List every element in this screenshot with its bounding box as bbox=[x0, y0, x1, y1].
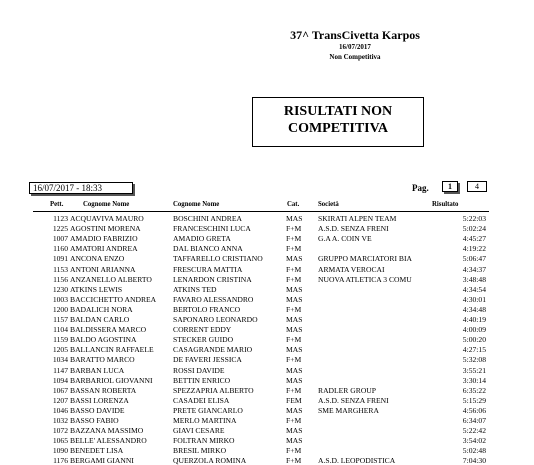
bib-number: 1032 bbox=[52, 416, 68, 425]
bib-number: 1225 bbox=[52, 224, 68, 234]
partner-name: BETTIN ENRICO bbox=[173, 375, 231, 385]
table-row bbox=[0, 295, 534, 304]
table-row bbox=[0, 335, 534, 344]
category: MAS bbox=[286, 375, 303, 385]
club: SME MARGHERA bbox=[318, 405, 379, 415]
partner-name: CASADEI ELISA bbox=[173, 395, 230, 405]
event-date: 16/07/2017 bbox=[339, 43, 371, 51]
category: MAS bbox=[286, 365, 303, 375]
bib-number: 1046 bbox=[52, 405, 68, 415]
table-row bbox=[0, 376, 534, 385]
table-row bbox=[0, 355, 534, 364]
bib-number: 1091 bbox=[52, 254, 68, 264]
result-time: 5:15:29 bbox=[462, 395, 486, 405]
partner-name: SAPONARO LEONARDO bbox=[173, 315, 258, 324]
athlete-name: ANTONI ARIANNA bbox=[70, 264, 136, 274]
current-page: 1 bbox=[442, 181, 458, 192]
table-row bbox=[0, 436, 534, 445]
athlete-name: BASSI LORENZA bbox=[70, 395, 129, 405]
partner-name: ROSSI DAVIDE bbox=[173, 365, 225, 375]
table-row bbox=[0, 456, 534, 465]
athlete-name: BACCICHETTO ANDREA bbox=[70, 294, 157, 304]
athlete-name: BALDAN CARLO bbox=[70, 315, 130, 324]
athlete-name: BALLANCIN RAFFAELE bbox=[70, 345, 154, 355]
result-time: 3:48:48 bbox=[462, 274, 486, 284]
athlete-name: BARBAN LUCA bbox=[70, 365, 125, 375]
category: F+M bbox=[286, 335, 302, 345]
result-time: 5:22:03 bbox=[462, 214, 486, 223]
results-title-line1: RISULTATI NON bbox=[283, 104, 393, 119]
bib-number: 1147 bbox=[53, 365, 68, 375]
event-title: 37^ TransCivetta Karpos bbox=[290, 28, 420, 42]
header-divider bbox=[33, 211, 489, 212]
athlete-name: ANZANELLO ALBERTO bbox=[70, 274, 152, 284]
category: F+M bbox=[286, 224, 302, 234]
bib-number: 1065 bbox=[52, 436, 68, 446]
athlete-name: BELLE' ALESSANDRO bbox=[70, 436, 147, 446]
category: F+M bbox=[286, 244, 302, 254]
athlete-name: ACQUAVIVA MAURO bbox=[70, 214, 144, 223]
club: SKIRATI ALPEN TEAM bbox=[318, 214, 397, 223]
table-row bbox=[0, 416, 534, 425]
result-time: 4:30:01 bbox=[462, 294, 486, 304]
club: ARMATA VEROCAI bbox=[318, 264, 385, 274]
result-time: 4:40:19 bbox=[462, 315, 486, 324]
table-row bbox=[0, 224, 534, 233]
result-time: 4:34:37 bbox=[462, 264, 486, 274]
club: A.S.D. SENZA FRENI bbox=[318, 224, 389, 234]
partner-name: CASAGRANDE MARIO bbox=[173, 345, 253, 355]
page-label: Pag. bbox=[412, 183, 429, 193]
athlete-name: ANCONA ENZO bbox=[70, 254, 125, 264]
category: MAS bbox=[286, 325, 303, 335]
table-row bbox=[0, 214, 534, 223]
bib-number: 1176 bbox=[53, 456, 68, 465]
category: MAS bbox=[286, 405, 303, 415]
category: MAS bbox=[286, 315, 303, 324]
header-cat: Cat. bbox=[287, 201, 300, 208]
partner-name: QUERZOLA ROMINA bbox=[173, 456, 247, 465]
club: RADLER GROUP bbox=[318, 385, 377, 395]
header-pett: Pett. bbox=[50, 201, 64, 208]
athlete-name: BARATTO MARCO bbox=[70, 355, 135, 365]
header-societa: Società bbox=[318, 201, 339, 208]
total-pages: 4 bbox=[467, 181, 487, 192]
result-time: 5:32:08 bbox=[462, 355, 486, 365]
partner-name: BOSCHINI ANDREA bbox=[173, 214, 242, 223]
athlete-name: BALDISSERA MARCO bbox=[70, 325, 147, 335]
category: F+M bbox=[286, 264, 302, 274]
bib-number: 1157 bbox=[53, 315, 68, 324]
category: MAS bbox=[286, 214, 303, 223]
category: F+M bbox=[286, 385, 302, 395]
result-time: 4:27:15 bbox=[462, 345, 486, 355]
table-row bbox=[0, 426, 534, 435]
athlete-name: AGOSTINI MORENA bbox=[70, 224, 141, 234]
event-subtitle: Non Competitiva bbox=[329, 53, 381, 61]
partner-name: PRETE GIANCARLO bbox=[173, 405, 243, 415]
table-row bbox=[0, 366, 534, 375]
partner-name: FAVARO ALESSANDRO bbox=[173, 294, 254, 304]
result-time: 5:06:47 bbox=[462, 254, 486, 264]
club: GRUPPO MARCIATORI BIA bbox=[318, 254, 412, 264]
bib-number: 1090 bbox=[52, 446, 68, 456]
category: F+M bbox=[286, 274, 302, 284]
bib-number: 1034 bbox=[52, 355, 68, 365]
club: A.S.D. LEOPODISTICA bbox=[318, 456, 396, 465]
partner-name: GIAVI CESARE bbox=[173, 426, 225, 436]
result-time: 4:00:09 bbox=[462, 325, 486, 335]
athlete-name: BERGAMI GIANNI bbox=[70, 456, 134, 465]
table-row bbox=[0, 396, 534, 405]
result-time: 4:34:54 bbox=[462, 284, 486, 294]
category: F+M bbox=[286, 446, 302, 456]
athlete-name: BADALICH NORA bbox=[70, 304, 133, 314]
result-time: 5:00:20 bbox=[462, 335, 486, 345]
partner-name: STECKER GUIDO bbox=[173, 335, 234, 345]
results-title-box bbox=[252, 97, 424, 147]
partner-name: DAL BIANCO ANNA bbox=[173, 244, 243, 254]
partner-name: AMADIO GRETA bbox=[173, 234, 231, 244]
result-time: 5:22:42 bbox=[462, 426, 486, 436]
partner-name: BERTOLO FRANCO bbox=[173, 304, 241, 314]
category: MAS bbox=[286, 284, 303, 294]
result-time: 4:19:22 bbox=[462, 244, 486, 254]
header-team-name: Cognome Nome bbox=[173, 201, 220, 208]
result-time: 4:45:27 bbox=[462, 234, 486, 244]
result-time: 6:35:22 bbox=[462, 385, 486, 395]
bib-number: 1003 bbox=[52, 294, 68, 304]
header-risultato: Risultato bbox=[432, 201, 459, 208]
category: F+M bbox=[286, 355, 302, 365]
result-time: 3:54:02 bbox=[462, 436, 486, 446]
athlete-name: BARBARIOL GIOVANNI bbox=[70, 375, 153, 385]
result-time: 4:34:48 bbox=[462, 304, 486, 314]
result-time: 3:30:14 bbox=[462, 375, 486, 385]
partner-name: ATKINS TED bbox=[173, 284, 217, 294]
club: NUOVA ATLETICA 3 COMU bbox=[318, 274, 412, 284]
table-row bbox=[0, 386, 534, 395]
athlete-name: AMADIO FABRIZIO bbox=[70, 234, 138, 244]
partner-name: SPEZZAPRIA ALBERTO bbox=[173, 385, 254, 395]
partner-name: DE FAVERI JESSICA bbox=[173, 355, 242, 365]
result-time: 3:55:21 bbox=[462, 365, 486, 375]
athlete-name: BASSO DAVIDE bbox=[70, 405, 125, 415]
bib-number: 1104 bbox=[53, 325, 68, 335]
category: F+M bbox=[286, 416, 302, 425]
table-row bbox=[0, 265, 534, 274]
category: MAS bbox=[286, 254, 303, 264]
table-row bbox=[0, 285, 534, 294]
partner-name: BRESIL MIRKO bbox=[173, 446, 227, 456]
athlete-name: BAZZANA MASSIMO bbox=[70, 426, 144, 436]
header-name: Cognome Nome bbox=[83, 201, 130, 208]
table-row bbox=[0, 446, 534, 455]
bib-number: 1007 bbox=[52, 234, 68, 244]
partner-name: FRESCURA MATTIA bbox=[173, 264, 243, 274]
category: F+M bbox=[286, 456, 302, 465]
club: A.S.D. SENZA FRENI bbox=[318, 395, 389, 405]
athlete-name: ATKINS LEWIS bbox=[70, 284, 123, 294]
table-row bbox=[0, 254, 534, 263]
partner-name: LENARDON CRISTINA bbox=[173, 274, 252, 284]
category: MAS bbox=[286, 436, 303, 446]
table-row bbox=[0, 315, 534, 324]
result-time: 5:02:48 bbox=[462, 446, 486, 456]
results-title-line2: COMPETITIVA bbox=[287, 121, 389, 136]
category: MAS bbox=[286, 345, 303, 355]
partner-name: TAFFARELLO CRISTIANO bbox=[173, 254, 263, 264]
table-row bbox=[0, 406, 534, 415]
athlete-name: BENEDET LISA bbox=[70, 446, 124, 456]
bib-number: 1153 bbox=[53, 264, 68, 274]
category: F+M bbox=[286, 234, 302, 244]
table-row bbox=[0, 325, 534, 334]
bib-number: 1156 bbox=[53, 274, 68, 284]
athlete-name: BALDO AGOSTINA bbox=[70, 335, 137, 345]
club: G.A A. COIN VE bbox=[318, 234, 372, 244]
print-datetime: 16/07/2017 - 18:33 bbox=[29, 182, 133, 194]
table-row bbox=[0, 275, 534, 284]
category: MAS bbox=[286, 294, 303, 304]
result-time: 5:02:24 bbox=[462, 224, 486, 234]
athlete-name: AMATORI ANDREA bbox=[70, 244, 138, 254]
table-row bbox=[0, 345, 534, 354]
table-row bbox=[0, 305, 534, 314]
bib-number: 1067 bbox=[52, 385, 68, 395]
partner-name: MERLO MARTINA bbox=[173, 416, 237, 425]
bib-number: 1159 bbox=[53, 335, 68, 345]
bib-number: 1123 bbox=[53, 214, 68, 223]
bib-number: 1200 bbox=[52, 304, 68, 314]
bib-number: 1207 bbox=[52, 395, 68, 405]
result-time: 7:04:30 bbox=[462, 456, 486, 465]
bib-number: 1094 bbox=[52, 375, 68, 385]
bib-number: 1205 bbox=[52, 345, 68, 355]
category: F+M bbox=[286, 304, 302, 314]
athlete-name: BASSO FABIO bbox=[70, 416, 119, 425]
bib-number: 1160 bbox=[53, 244, 68, 254]
partner-name: FRANCESCHINI LUCA bbox=[173, 224, 251, 234]
table-row bbox=[0, 244, 534, 253]
partner-name: CORRENT EDDY bbox=[173, 325, 232, 335]
bib-number: 1072 bbox=[52, 426, 68, 436]
result-time: 6:34:07 bbox=[462, 416, 486, 425]
bib-number: 1230 bbox=[52, 284, 68, 294]
partner-name: FOLTRAN MIRKO bbox=[173, 436, 235, 446]
result-time: 4:56:06 bbox=[462, 405, 486, 415]
table-row bbox=[0, 234, 534, 243]
category: FEM bbox=[286, 395, 302, 405]
category: MAS bbox=[286, 426, 303, 436]
athlete-name: BASSAN ROBERTA bbox=[70, 385, 137, 395]
